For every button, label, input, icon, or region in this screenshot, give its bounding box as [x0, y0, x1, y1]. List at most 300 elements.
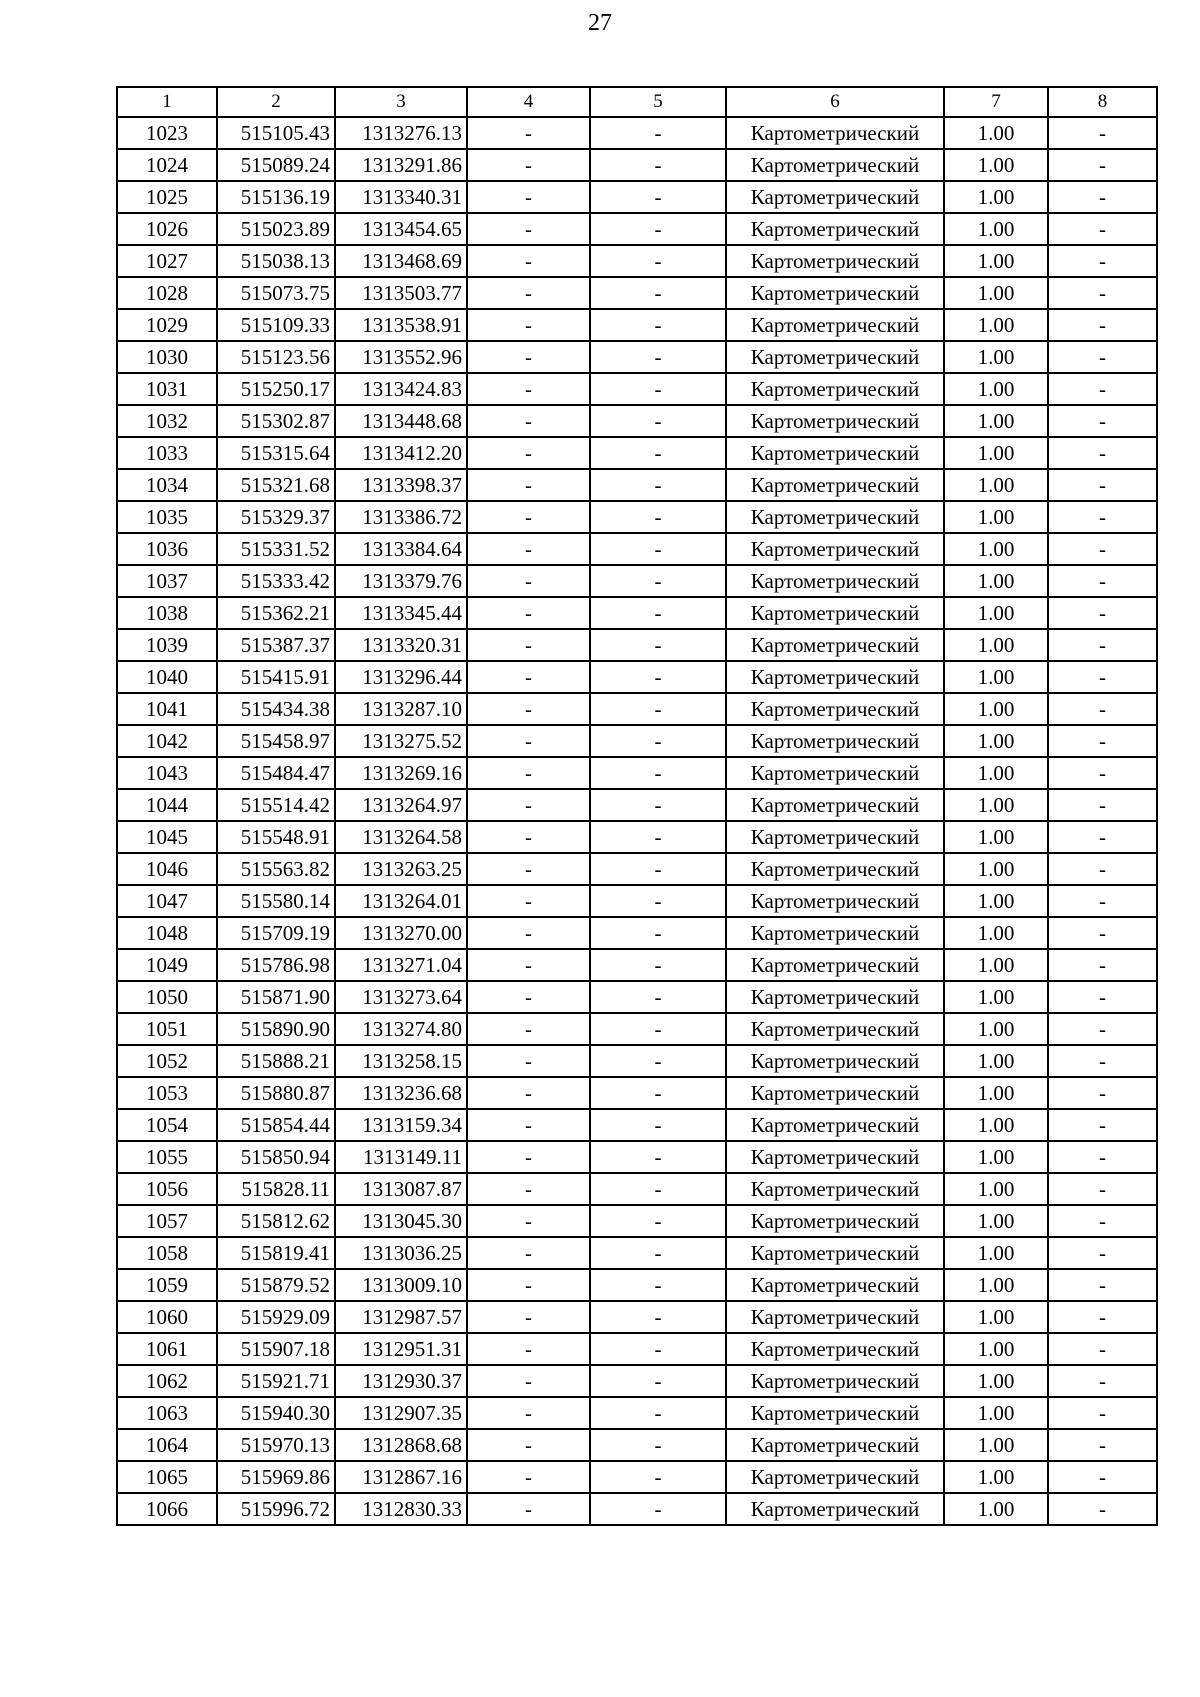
table-row: [117, 1237, 1157, 1269]
table-row: [117, 1109, 1157, 1141]
method-value: Картометрический: [726, 821, 944, 853]
table-row: [117, 405, 1157, 437]
column-5-value: -: [590, 1493, 726, 1525]
accuracy-value: 1.00: [944, 917, 1048, 949]
method-value: Картометрический: [726, 149, 944, 181]
coordinate-y: 1313036.25: [335, 1237, 467, 1269]
accuracy-value: 1.00: [944, 245, 1048, 277]
method-value: Картометрический: [726, 853, 944, 885]
point-number: 1042: [117, 725, 217, 757]
method-value: Картометрический: [726, 1269, 944, 1301]
point-number: 1036: [117, 533, 217, 565]
coordinate-y: 1313269.16: [335, 757, 467, 789]
accuracy-value: 1.00: [944, 437, 1048, 469]
accuracy-value: 1.00: [944, 1205, 1048, 1237]
column-8-value: -: [1048, 789, 1157, 821]
method-value: Картометрический: [726, 629, 944, 661]
table-row: [117, 821, 1157, 853]
accuracy-value: 1.00: [944, 1045, 1048, 1077]
column-8-value: -: [1048, 1077, 1157, 1109]
column-8-value: -: [1048, 1365, 1157, 1397]
table-row: [117, 1205, 1157, 1237]
accuracy-value: 1.00: [944, 757, 1048, 789]
method-value: Картометрический: [726, 1301, 944, 1333]
coordinate-y: 1313258.15: [335, 1045, 467, 1077]
coordinate-x: 515038.13: [217, 245, 335, 277]
coordinate-y: 1313398.37: [335, 469, 467, 501]
coordinate-x: 515548.91: [217, 821, 335, 853]
method-value: Картометрический: [726, 1109, 944, 1141]
coordinate-x: 515109.33: [217, 309, 335, 341]
method-value: Картометрический: [726, 1141, 944, 1173]
coordinate-y: 1313552.96: [335, 341, 467, 373]
point-number: 1045: [117, 821, 217, 853]
point-number: 1035: [117, 501, 217, 533]
table-header-row: [117, 87, 1157, 117]
table-row: [117, 789, 1157, 821]
method-value: Картометрический: [726, 917, 944, 949]
point-number: 1053: [117, 1077, 217, 1109]
table-row: [117, 885, 1157, 917]
coordinate-y: 1312951.31: [335, 1333, 467, 1365]
column-8-value: -: [1048, 1333, 1157, 1365]
column-header-4: 4: [467, 87, 590, 117]
column-4-value: -: [467, 117, 590, 149]
column-5-value: -: [590, 565, 726, 597]
point-number: 1048: [117, 917, 217, 949]
accuracy-value: 1.00: [944, 309, 1048, 341]
coordinate-x: 515879.52: [217, 1269, 335, 1301]
coordinate-y: 1313454.65: [335, 213, 467, 245]
accuracy-value: 1.00: [944, 1333, 1048, 1365]
accuracy-value: 1.00: [944, 821, 1048, 853]
table-row: [117, 693, 1157, 725]
method-value: Картометрический: [726, 437, 944, 469]
point-number: 1063: [117, 1397, 217, 1429]
coordinate-y: 1313273.64: [335, 981, 467, 1013]
accuracy-value: 1.00: [944, 501, 1048, 533]
column-8-value: -: [1048, 981, 1157, 1013]
coordinate-x: 515854.44: [217, 1109, 335, 1141]
point-number: 1066: [117, 1493, 217, 1525]
table-row: [117, 373, 1157, 405]
column-5-value: -: [590, 693, 726, 725]
coordinate-y: 1313274.80: [335, 1013, 467, 1045]
column-5-value: -: [590, 981, 726, 1013]
coordinate-x: 515105.43: [217, 117, 335, 149]
accuracy-value: 1.00: [944, 629, 1048, 661]
column-4-value: -: [467, 565, 590, 597]
method-value: Картометрический: [726, 949, 944, 981]
column-8-value: -: [1048, 149, 1157, 181]
method-value: Картометрический: [726, 1045, 944, 1077]
point-number: 1056: [117, 1173, 217, 1205]
accuracy-value: 1.00: [944, 1269, 1048, 1301]
column-4-value: -: [467, 181, 590, 213]
column-5-value: -: [590, 949, 726, 981]
column-5-value: -: [590, 1301, 726, 1333]
coordinate-y: 1313412.20: [335, 437, 467, 469]
column-4-value: -: [467, 1013, 590, 1045]
point-number: 1028: [117, 277, 217, 309]
column-5-value: -: [590, 789, 726, 821]
table-row: [117, 181, 1157, 213]
column-8-value: -: [1048, 661, 1157, 693]
column-5-value: -: [590, 405, 726, 437]
table-row: [117, 1301, 1157, 1333]
column-5-value: -: [590, 1237, 726, 1269]
table-row: [117, 1333, 1157, 1365]
column-5-value: -: [590, 725, 726, 757]
table-row: [117, 533, 1157, 565]
column-8-value: -: [1048, 565, 1157, 597]
point-number: 1029: [117, 309, 217, 341]
coordinate-y: 1312987.57: [335, 1301, 467, 1333]
accuracy-value: 1.00: [944, 277, 1048, 309]
table-row: [117, 149, 1157, 181]
coordinate-y: 1313345.44: [335, 597, 467, 629]
table-body: [117, 117, 1157, 1525]
column-4-value: -: [467, 1397, 590, 1429]
point-number: 1043: [117, 757, 217, 789]
method-value: Картометрический: [726, 213, 944, 245]
coordinate-y: 1313503.77: [335, 277, 467, 309]
point-number: 1023: [117, 117, 217, 149]
column-8-value: -: [1048, 1109, 1157, 1141]
page-number: 27: [588, 10, 612, 36]
coordinate-x: 515929.09: [217, 1301, 335, 1333]
method-value: Картометрический: [726, 341, 944, 373]
accuracy-value: 1.00: [944, 565, 1048, 597]
method-value: Картометрический: [726, 405, 944, 437]
column-5-value: -: [590, 629, 726, 661]
column-5-value: -: [590, 181, 726, 213]
point-number: 1059: [117, 1269, 217, 1301]
column-5-value: -: [590, 853, 726, 885]
column-5-value: -: [590, 213, 726, 245]
column-8-value: -: [1048, 437, 1157, 469]
coordinate-y: 1313045.30: [335, 1205, 467, 1237]
column-8-value: -: [1048, 1013, 1157, 1045]
coordinate-x: 515089.24: [217, 149, 335, 181]
coordinate-x: 515329.37: [217, 501, 335, 533]
coordinate-x: 515123.56: [217, 341, 335, 373]
coordinate-y: 1312930.37: [335, 1365, 467, 1397]
column-8-value: -: [1048, 629, 1157, 661]
column-header-6: 6: [726, 87, 944, 117]
column-8-value: -: [1048, 213, 1157, 245]
column-8-value: -: [1048, 341, 1157, 373]
coordinate-x: 515333.42: [217, 565, 335, 597]
column-8-value: -: [1048, 757, 1157, 789]
column-8-value: -: [1048, 1493, 1157, 1525]
column-4-value: -: [467, 533, 590, 565]
column-4-value: -: [467, 245, 590, 277]
column-4-value: -: [467, 1173, 590, 1205]
column-5-value: -: [590, 1109, 726, 1141]
point-number: 1062: [117, 1365, 217, 1397]
coordinate-x: 515023.89: [217, 213, 335, 245]
column-8-value: -: [1048, 853, 1157, 885]
coordinate-y: 1313271.04: [335, 949, 467, 981]
column-5-value: -: [590, 117, 726, 149]
point-number: 1061: [117, 1333, 217, 1365]
column-4-value: -: [467, 853, 590, 885]
accuracy-value: 1.00: [944, 693, 1048, 725]
accuracy-value: 1.00: [944, 213, 1048, 245]
coordinate-y: 1313320.31: [335, 629, 467, 661]
column-4-value: -: [467, 213, 590, 245]
table-row: [117, 917, 1157, 949]
table-row: [117, 1493, 1157, 1525]
coordinate-x: 515250.17: [217, 373, 335, 405]
point-number: 1031: [117, 373, 217, 405]
column-8-value: -: [1048, 117, 1157, 149]
column-header-7: 7: [944, 87, 1048, 117]
column-4-value: -: [467, 885, 590, 917]
coordinate-y: 1312867.16: [335, 1461, 467, 1493]
column-8-value: -: [1048, 1173, 1157, 1205]
column-8-value: -: [1048, 373, 1157, 405]
coordinate-y: 1312830.33: [335, 1493, 467, 1525]
table-row: [117, 117, 1157, 149]
point-number: 1060: [117, 1301, 217, 1333]
column-5-value: -: [590, 1269, 726, 1301]
table-row: [117, 1429, 1157, 1461]
column-4-value: -: [467, 693, 590, 725]
column-5-value: -: [590, 469, 726, 501]
point-number: 1065: [117, 1461, 217, 1493]
table-row: [117, 309, 1157, 341]
column-8-value: -: [1048, 1461, 1157, 1493]
accuracy-value: 1.00: [944, 1461, 1048, 1493]
coordinate-x: 515907.18: [217, 1333, 335, 1365]
column-4-value: -: [467, 1301, 590, 1333]
method-value: Картометрический: [726, 789, 944, 821]
coordinate-x: 515940.30: [217, 1397, 335, 1429]
column-4-value: -: [467, 917, 590, 949]
column-5-value: -: [590, 437, 726, 469]
method-value: Картометрический: [726, 1237, 944, 1269]
accuracy-value: 1.00: [944, 1013, 1048, 1045]
coordinate-y: 1313386.72: [335, 501, 467, 533]
column-header-8: 8: [1048, 87, 1157, 117]
column-4-value: -: [467, 1205, 590, 1237]
table-row: [117, 629, 1157, 661]
column-4-value: -: [467, 949, 590, 981]
method-value: Картометрический: [726, 757, 944, 789]
column-header-2: 2: [217, 87, 335, 117]
coordinate-y: 1313270.00: [335, 917, 467, 949]
coordinate-x: 515871.90: [217, 981, 335, 1013]
method-value: Картометрический: [726, 1493, 944, 1525]
point-number: 1040: [117, 661, 217, 693]
column-8-value: -: [1048, 1397, 1157, 1429]
table-row: [117, 1365, 1157, 1397]
accuracy-value: 1.00: [944, 1301, 1048, 1333]
table-row: [117, 501, 1157, 533]
coordinate-x: 515136.19: [217, 181, 335, 213]
accuracy-value: 1.00: [944, 1237, 1048, 1269]
coordinate-y: 1313424.83: [335, 373, 467, 405]
column-4-value: -: [467, 469, 590, 501]
point-number: 1054: [117, 1109, 217, 1141]
coordinate-x: 515709.19: [217, 917, 335, 949]
column-4-value: -: [467, 309, 590, 341]
coordinate-y: 1313149.11: [335, 1141, 467, 1173]
column-5-value: -: [590, 277, 726, 309]
column-8-value: -: [1048, 1205, 1157, 1237]
method-value: Картометрический: [726, 501, 944, 533]
point-number: 1037: [117, 565, 217, 597]
column-8-value: -: [1048, 597, 1157, 629]
coordinate-y: 1313287.10: [335, 693, 467, 725]
column-4-value: -: [467, 149, 590, 181]
point-number: 1051: [117, 1013, 217, 1045]
accuracy-value: 1.00: [944, 1365, 1048, 1397]
point-number: 1055: [117, 1141, 217, 1173]
coordinate-y: 1313159.34: [335, 1109, 467, 1141]
column-8-value: -: [1048, 277, 1157, 309]
column-4-value: -: [467, 1365, 590, 1397]
column-5-value: -: [590, 1077, 726, 1109]
column-4-value: -: [467, 981, 590, 1013]
method-value: Картометрический: [726, 1205, 944, 1237]
column-5-value: -: [590, 597, 726, 629]
column-header-1: 1: [117, 87, 217, 117]
coordinate-y: 1313340.31: [335, 181, 467, 213]
point-number: 1044: [117, 789, 217, 821]
table-row: [117, 1045, 1157, 1077]
coordinate-y: 1313384.64: [335, 533, 467, 565]
accuracy-value: 1.00: [944, 597, 1048, 629]
point-number: 1050: [117, 981, 217, 1013]
column-4-value: -: [467, 1045, 590, 1077]
point-number: 1030: [117, 341, 217, 373]
column-4-value: -: [467, 1269, 590, 1301]
point-number: 1032: [117, 405, 217, 437]
coordinate-y: 1313087.87: [335, 1173, 467, 1205]
table-row: [117, 949, 1157, 981]
column-8-value: -: [1048, 405, 1157, 437]
accuracy-value: 1.00: [944, 1077, 1048, 1109]
column-4-value: -: [467, 629, 590, 661]
column-5-value: -: [590, 1205, 726, 1237]
table-row: [117, 661, 1157, 693]
table-row: [117, 277, 1157, 309]
point-number: 1041: [117, 693, 217, 725]
accuracy-value: 1.00: [944, 117, 1048, 149]
method-value: Картометрический: [726, 117, 944, 149]
column-4-value: -: [467, 1237, 590, 1269]
column-5-value: -: [590, 757, 726, 789]
table-row: [117, 1397, 1157, 1429]
coordinate-y: 1313236.68: [335, 1077, 467, 1109]
table-row: [117, 757, 1157, 789]
coordinate-x: 515362.21: [217, 597, 335, 629]
column-8-value: -: [1048, 181, 1157, 213]
column-4-value: -: [467, 1077, 590, 1109]
accuracy-value: 1.00: [944, 181, 1048, 213]
point-number: 1039: [117, 629, 217, 661]
method-value: Картометрический: [726, 309, 944, 341]
table-row: [117, 1077, 1157, 1109]
accuracy-value: 1.00: [944, 885, 1048, 917]
method-value: Картометрический: [726, 1429, 944, 1461]
method-value: Картометрический: [726, 565, 944, 597]
coordinate-y: 1313264.58: [335, 821, 467, 853]
accuracy-value: 1.00: [944, 789, 1048, 821]
point-number: 1027: [117, 245, 217, 277]
table-row: [117, 853, 1157, 885]
column-header-3: 3: [335, 87, 467, 117]
coordinate-x: 515970.13: [217, 1429, 335, 1461]
column-8-value: -: [1048, 501, 1157, 533]
method-value: Картометрический: [726, 277, 944, 309]
column-5-value: -: [590, 917, 726, 949]
point-number: 1034: [117, 469, 217, 501]
method-value: Картометрический: [726, 981, 944, 1013]
method-value: Картометрический: [726, 661, 944, 693]
accuracy-value: 1.00: [944, 1397, 1048, 1429]
column-8-value: -: [1048, 885, 1157, 917]
column-8-value: -: [1048, 1269, 1157, 1301]
accuracy-value: 1.00: [944, 1109, 1048, 1141]
coordinate-y: 1313538.91: [335, 309, 467, 341]
column-8-value: -: [1048, 1237, 1157, 1269]
table-row: [117, 1461, 1157, 1493]
column-8-value: -: [1048, 1301, 1157, 1333]
coordinate-x: 515828.11: [217, 1173, 335, 1205]
method-value: Картометрический: [726, 533, 944, 565]
coordinate-x: 515484.47: [217, 757, 335, 789]
coordinate-y: 1313468.69: [335, 245, 467, 277]
column-5-value: -: [590, 501, 726, 533]
table-row: [117, 981, 1157, 1013]
accuracy-value: 1.00: [944, 1429, 1048, 1461]
column-5-value: -: [590, 533, 726, 565]
column-5-value: -: [590, 149, 726, 181]
coordinate-x: 515434.38: [217, 693, 335, 725]
column-4-value: -: [467, 1429, 590, 1461]
accuracy-value: 1.00: [944, 981, 1048, 1013]
column-8-value: -: [1048, 469, 1157, 501]
accuracy-value: 1.00: [944, 1493, 1048, 1525]
column-5-value: -: [590, 341, 726, 373]
column-4-value: -: [467, 373, 590, 405]
column-5-value: -: [590, 1429, 726, 1461]
coordinate-y: 1313291.86: [335, 149, 467, 181]
column-8-value: -: [1048, 1045, 1157, 1077]
point-number: 1038: [117, 597, 217, 629]
column-5-value: -: [590, 1397, 726, 1429]
method-value: Картометрический: [726, 181, 944, 213]
coordinate-y: 1313264.97: [335, 789, 467, 821]
accuracy-value: 1.00: [944, 373, 1048, 405]
method-value: Картометрический: [726, 1333, 944, 1365]
coordinate-x: 515880.87: [217, 1077, 335, 1109]
column-5-value: -: [590, 245, 726, 277]
point-number: 1025: [117, 181, 217, 213]
coordinate-x: 515580.14: [217, 885, 335, 917]
coordinate-x: 515302.87: [217, 405, 335, 437]
column-5-value: -: [590, 1013, 726, 1045]
column-8-value: -: [1048, 533, 1157, 565]
coordinate-x: 515888.21: [217, 1045, 335, 1077]
column-8-value: -: [1048, 821, 1157, 853]
point-number: 1049: [117, 949, 217, 981]
coordinate-x: 515921.71: [217, 1365, 335, 1397]
